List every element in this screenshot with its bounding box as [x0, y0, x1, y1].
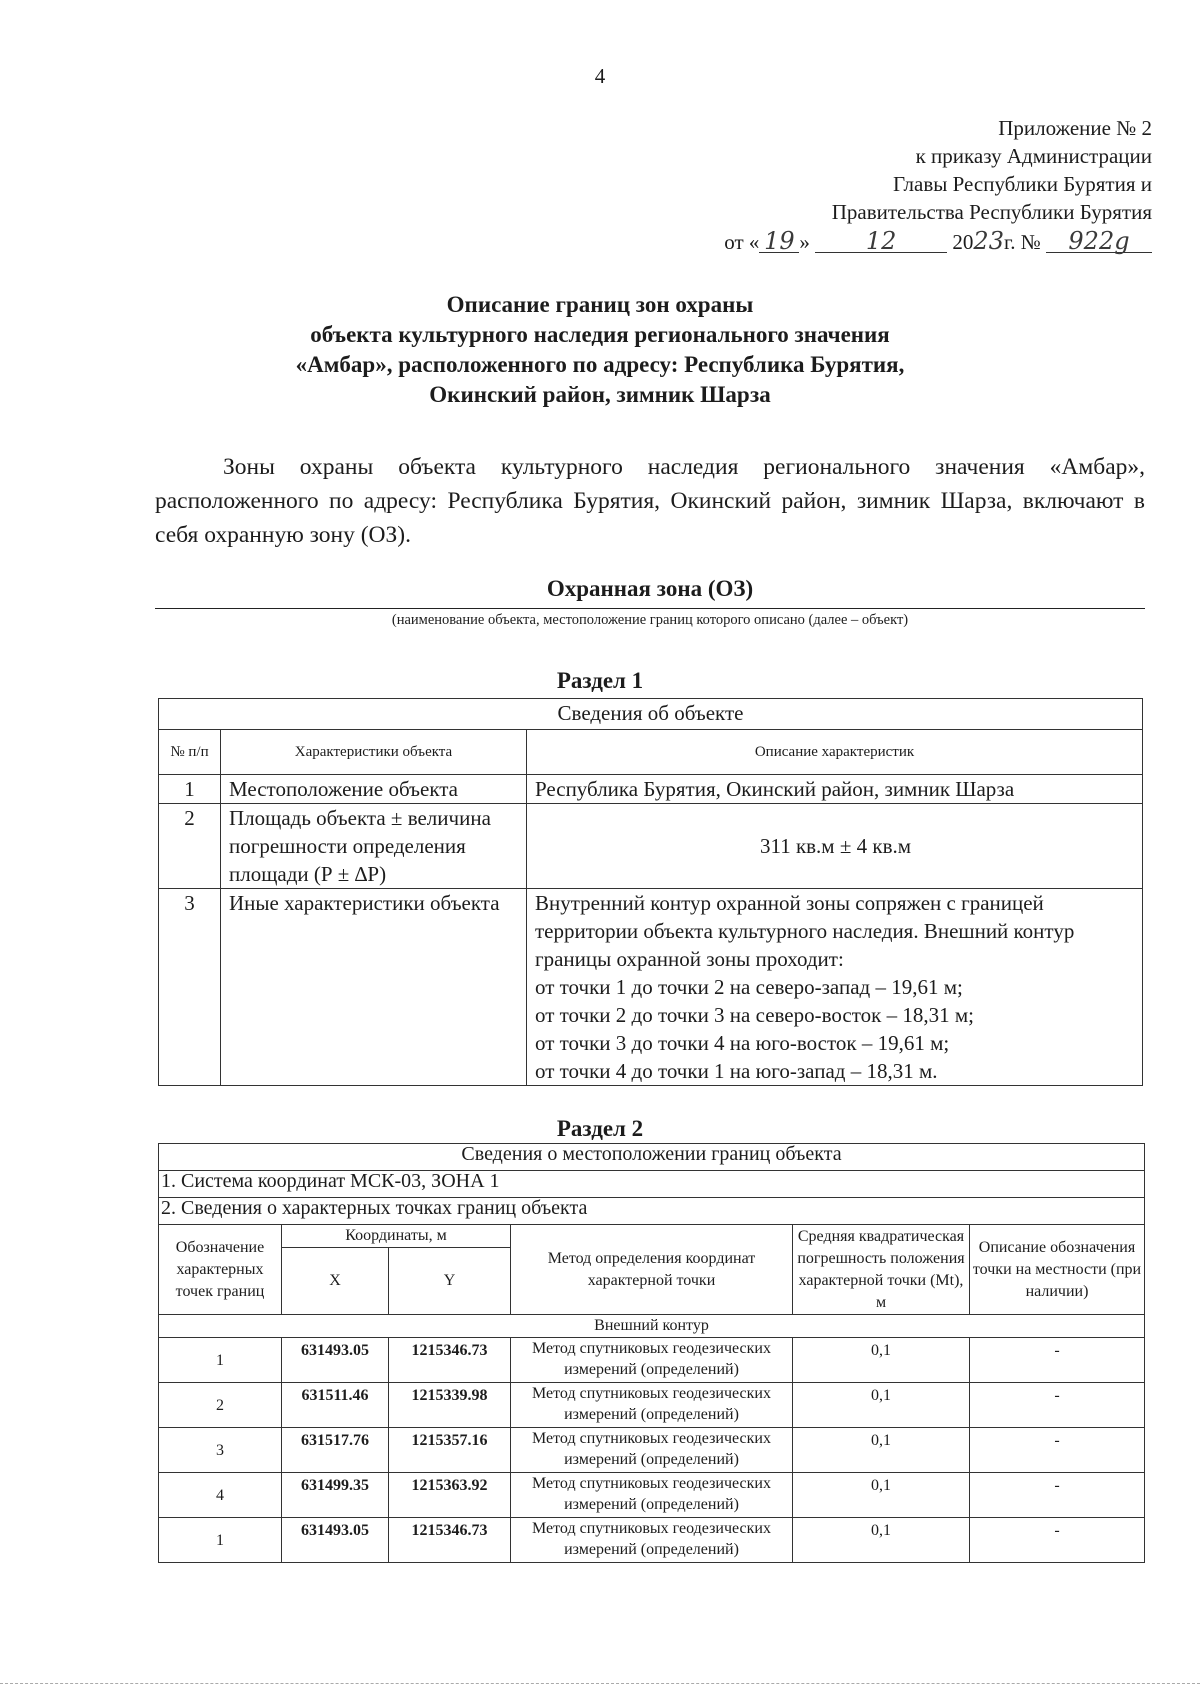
coordinate-system: 1. Система координат МСК-03, ЗОНА 1 [159, 1171, 1145, 1198]
table-row [159, 1473, 1145, 1518]
zone-title: Охранная зона (ОЗ) [546, 576, 754, 601]
title-line: Описание границ зон охраны [446, 292, 754, 317]
section-1-title: Раздел 1 [556, 668, 644, 693]
header-characteristic: Характеристики объекта [221, 730, 527, 775]
coord-y: 1215357.16 [389, 1428, 511, 1473]
header-point: Обозначение характерных точек границ [159, 1225, 282, 1315]
header-method: Метод определения координат характерной точки [511, 1225, 793, 1315]
row-num: 3 [159, 889, 221, 1086]
coord-x: 631517.76 [282, 1428, 389, 1473]
segment-line: от точки 2 до точки 3 на северо-восток – 18,31 м; [535, 1003, 974, 1027]
method: Метод спутниковых геодезических измерений (определений) [511, 1383, 793, 1428]
row-num: 2 [159, 804, 221, 889]
appendix-line: Правительства Республики Бурятия [831, 200, 1152, 224]
title-line: объекта культурного наследия регионального значения [310, 322, 890, 347]
point-label: 1 [159, 1518, 282, 1563]
header-num: № п/п [159, 730, 221, 775]
error-value: 0,1 [793, 1428, 970, 1473]
date-prefix: от « [724, 230, 760, 254]
coord-y: 1215346.73 [389, 1338, 511, 1383]
header-description: Описание обозначения точки на местности (при наличии) [970, 1225, 1145, 1315]
coord-x: 631493.05 [282, 1518, 389, 1563]
segment-line: от точки 1 до точки 2 на северо-запад – 19,61 м; [535, 975, 963, 999]
row-description: Республика Бурятия, Окинский район, зимник Шарза [527, 775, 1143, 804]
contour-label: Внешний контур [159, 1315, 1145, 1338]
coord-y: 1215346.73 [389, 1518, 511, 1563]
table-row [159, 1383, 1145, 1428]
appendix-line: к приказу Администрации [915, 144, 1152, 168]
table-header-row [159, 730, 1143, 775]
order-day: 19 [759, 230, 799, 253]
document-title [0, 290, 1200, 410]
description-text: Внутренний контур охранной зоны сопряжен с границей территории объекта культурного наследия. Внешний контур границы охранной зоны проходит: [535, 891, 1075, 971]
table-title-row [159, 1144, 1145, 1171]
year-prefix: 20 [952, 230, 974, 254]
header-error: Средняя квадратическая погрешность положения характерной точки (Mt), м [793, 1225, 970, 1315]
order-number: 922g [1046, 230, 1152, 253]
point-description: - [970, 1383, 1145, 1428]
point-label: 4 [159, 1473, 282, 1518]
table-row [159, 1428, 1145, 1473]
row-characteristic: Иные характеристики объекта [221, 889, 527, 1086]
appendix-block [724, 114, 1152, 256]
point-description: - [970, 1518, 1145, 1563]
coord-y: 1215363.92 [389, 1473, 511, 1518]
table-row [159, 1338, 1145, 1383]
row-num: 1 [159, 775, 221, 804]
zone-caption: (наименование объекта, местоположение границ которого описано (далее – объект) [391, 612, 909, 628]
contour-row [159, 1315, 1145, 1338]
order-date-number [724, 227, 1152, 256]
table-row [159, 1518, 1145, 1563]
order-month: 12 [815, 230, 947, 253]
appendix-line: Главы Республики Бурятия и [893, 172, 1152, 196]
table-title: Сведения об объекте [159, 699, 1143, 730]
table-row [159, 775, 1143, 804]
row-description [527, 889, 1143, 1086]
points-title: 2. Сведения о характерных точках границ объекта [159, 1198, 1145, 1225]
header-x: X [282, 1248, 389, 1315]
row-characteristic: Площадь объекта ± величина погрешности определения площади (Р ± ∆Р) [221, 804, 527, 889]
table-header-row [159, 1225, 1145, 1248]
segment-line: от точки 4 до точки 1 на юго-запад – 18,31 м. [535, 1059, 938, 1083]
scan-edge-line [0, 1683, 1200, 1684]
title-line: Окинский район, зимник Шарза [429, 382, 771, 407]
segment-line: от точки 3 до точки 4 на юго-восток – 19,61 м; [535, 1031, 950, 1055]
header-y: Y [389, 1248, 511, 1315]
coordinate-system-row [159, 1171, 1145, 1198]
row-description: 311 кв.м ± 4 кв.м [527, 804, 1143, 889]
error-value: 0,1 [793, 1338, 970, 1383]
header-coords: Координаты, м [282, 1225, 511, 1248]
error-value: 0,1 [793, 1518, 970, 1563]
error-value: 0,1 [793, 1473, 970, 1518]
point-description: - [970, 1338, 1145, 1383]
point-label: 3 [159, 1428, 282, 1473]
method: Метод спутниковых геодезических измерений (определений) [511, 1518, 793, 1563]
zone-underline [155, 608, 1145, 609]
method: Метод спутниковых геодезических измерений (определений) [511, 1428, 793, 1473]
row-characteristic: Местоположение объекта [221, 775, 527, 804]
header-description: Описание характеристик [527, 730, 1143, 775]
method: Метод спутниковых геодезических измерений (определений) [511, 1338, 793, 1383]
method: Метод спутниковых геодезических измерений (определений) [511, 1473, 793, 1518]
point-label: 1 [159, 1338, 282, 1383]
appendix-line: Приложение № 2 [998, 116, 1152, 140]
object-info-table [158, 698, 1143, 1086]
table-title: Сведения о местоположении границ объекта [159, 1144, 1145, 1171]
points-title-row [159, 1198, 1145, 1225]
table-title-row [159, 699, 1143, 730]
order-year: 23 [973, 227, 1004, 255]
title-line: «Амбар», расположенного по адресу: Республика Бурятия, [295, 352, 905, 377]
coord-x: 631511.46 [282, 1383, 389, 1428]
coord-x: 631499.35 [282, 1473, 389, 1518]
year-suffix: г. № [1003, 230, 1041, 254]
table-row [159, 889, 1143, 1086]
error-value: 0,1 [793, 1383, 970, 1428]
date-mid: » [799, 230, 810, 254]
boundary-points-table [158, 1143, 1145, 1563]
point-description: - [970, 1473, 1145, 1518]
intro-paragraph: Зоны охраны объекта культурного наследия регионального значения «Амбар», расположенного по адресу: Республика Бурятия, Окинский район, зимник Шарза, включают в себя охранную зону (ОЗ). [155, 454, 1145, 548]
table-row [159, 804, 1143, 889]
page-number: 4 [594, 64, 606, 88]
point-description: - [970, 1428, 1145, 1473]
point-label: 2 [159, 1383, 282, 1428]
coord-y: 1215339.98 [389, 1383, 511, 1428]
section-2-title: Раздел 2 [556, 1116, 644, 1141]
coord-x: 631493.05 [282, 1338, 389, 1383]
